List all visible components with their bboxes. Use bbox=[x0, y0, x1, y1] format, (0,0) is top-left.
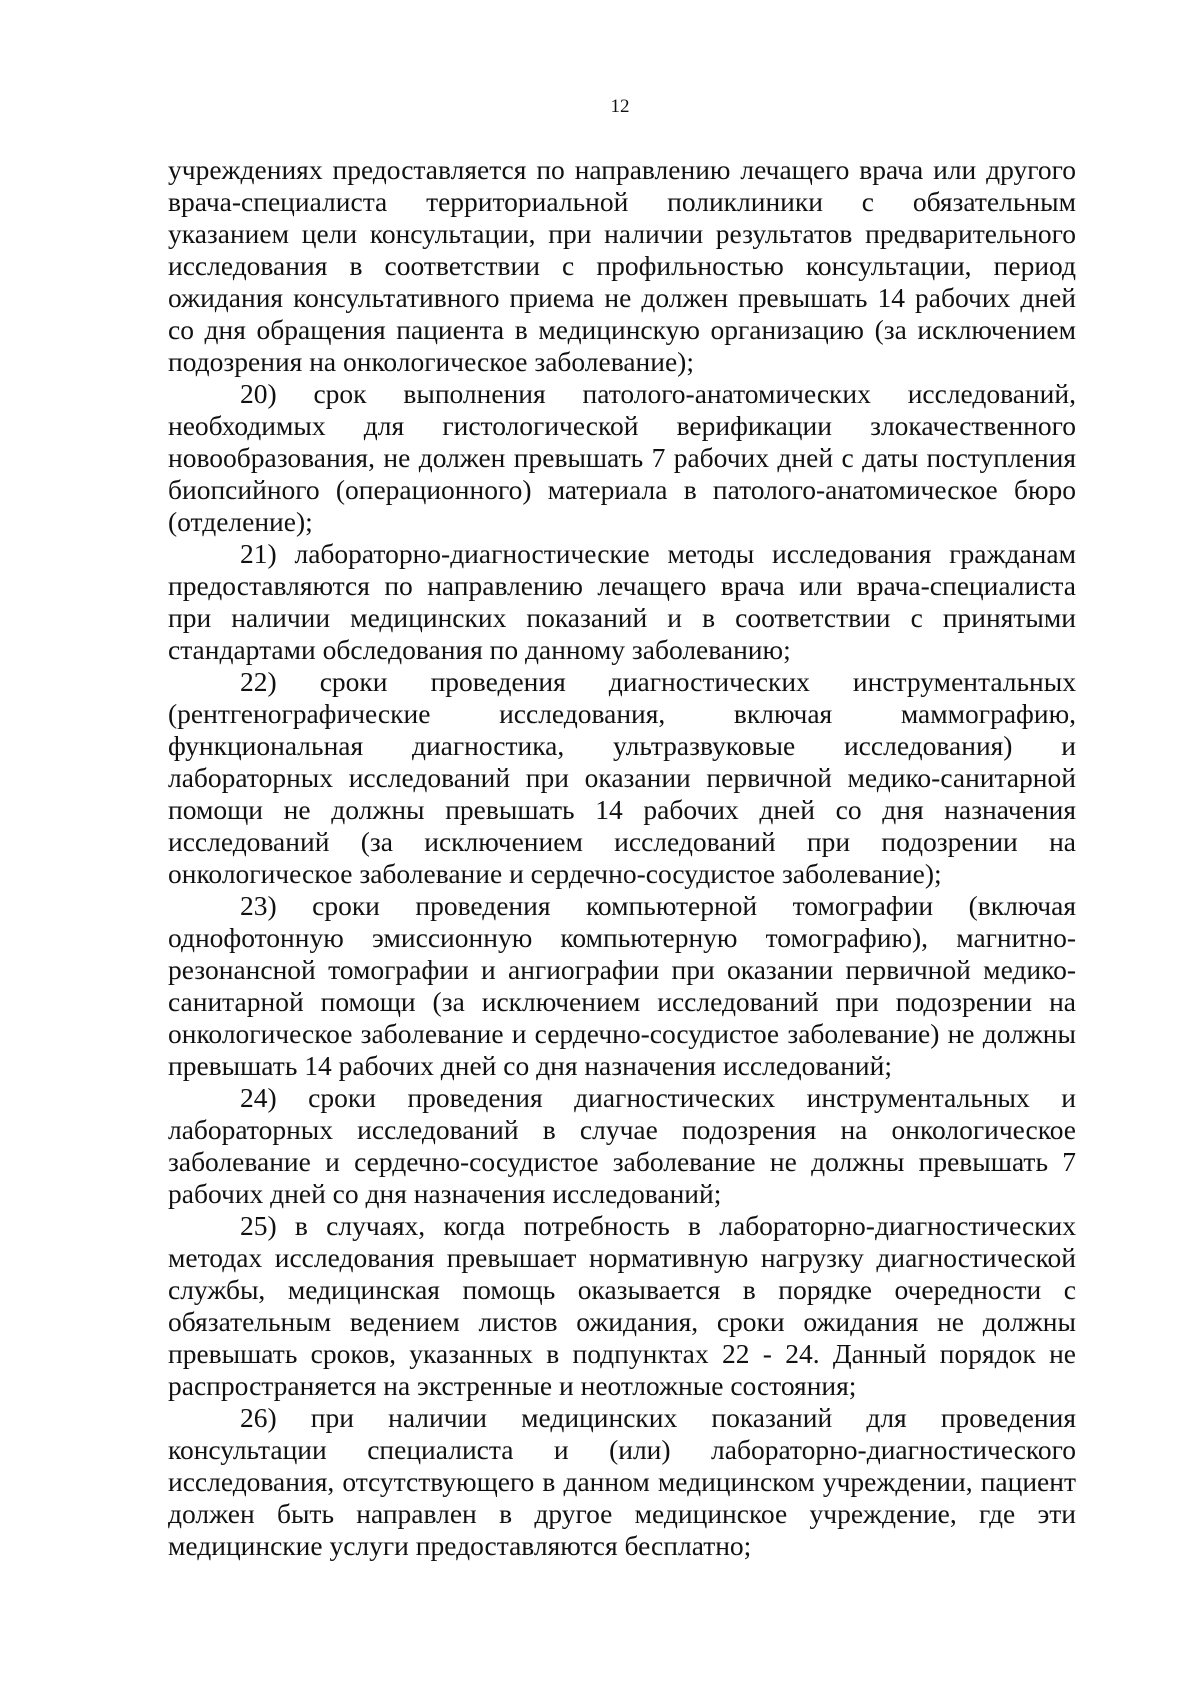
paragraph-item-22: 22) сроки проведения диагностических инструментальных (рентгенографические исследования, включая маммографию, функциональная диагностика, ультразвуковые исследования) и лабораторных исследований при оказании первичной медико-санитарной помощи не должны превышать 14 рабочих дней со дня назначения исследований (за исключением исследований при подозрении на онкологическое заболевание и сердечно-сосудистое заболевание); bbox=[168, 666, 1076, 889]
page-number: 12 bbox=[610, 96, 630, 117]
document-body bbox=[168, 154, 1076, 1562]
paragraph-item-25: 25) в случаях, когда потребность в лабораторно-диагностических методах исследования превышает нормативную нагрузку диагностической службы, медицинская помощь оказывается в порядке очередности с обязательным ведением листов ожидания, сроки ожидания не должны превышать сроков, указанных в подпунктах 22 - 24. Данный порядок не распространяется на экстренные и неотложные состояния; bbox=[168, 1210, 1076, 1401]
paragraph-item-26: 26) при наличии медицинских показаний для проведения консультации специалиста и (или) лабораторно-диагностического исследования, отсутствующего в данном медицинском учреждении, пациент должен быть направлен в другое медицинское учреждение, где эти медицинские услуги предоставляются бесплатно; bbox=[168, 1402, 1076, 1561]
paragraph-item-24: 24) сроки проведения диагностических инструментальных и лабораторных исследований в случае подозрения на онкологическое заболевание и сердечно-сосудистое заболевание не должны превышать 7 рабочих дней со дня назначения исследований; bbox=[168, 1082, 1076, 1209]
paragraph-item-23: 23) сроки проведения компьютерной томографии (включая однофотонную эмиссионную компьютерную томографию), магнитно-резонансной томографии и ангиографии при оказании первичной медико-санитарной помощи (за исключением исследований при подозрении на онкологическое заболевание и сердечно-сосудистое заболевание) не должны превышать 14 рабочих дней со дня назначения исследований; bbox=[168, 890, 1076, 1081]
paragraph-item-21: 21) лабораторно-диагностические методы исследования гражданам предоставляются по направлению лечащего врача или врача-специалиста при наличии медицинских показаний и в соответствии с принятыми стандартами обследования по данному заболеванию; bbox=[168, 538, 1076, 665]
paragraph-continuation: учреждениях предоставляется по направлению лечащего врача или другого врача-специалиста территориальной поликлиники с обязательным указанием цели консультации, при наличии результатов предварительного исследования в соответствии с профильностью консультации, период ожидания консультативного приема не должен превышать 14 рабочих дней со дня обращения пациента в медицинскую организацию (за исключением подозрения на онкологическое заболевание); bbox=[168, 154, 1076, 377]
paragraph-item-20: 20) срок выполнения патолого-анатомических исследований, необходимых для гистологической верификации злокачественного новообразования, не должен превышать 7 рабочих дней с даты поступления биопсийного (операционного) материала в патолого-анатомическое бюро (отделение); bbox=[168, 378, 1076, 537]
